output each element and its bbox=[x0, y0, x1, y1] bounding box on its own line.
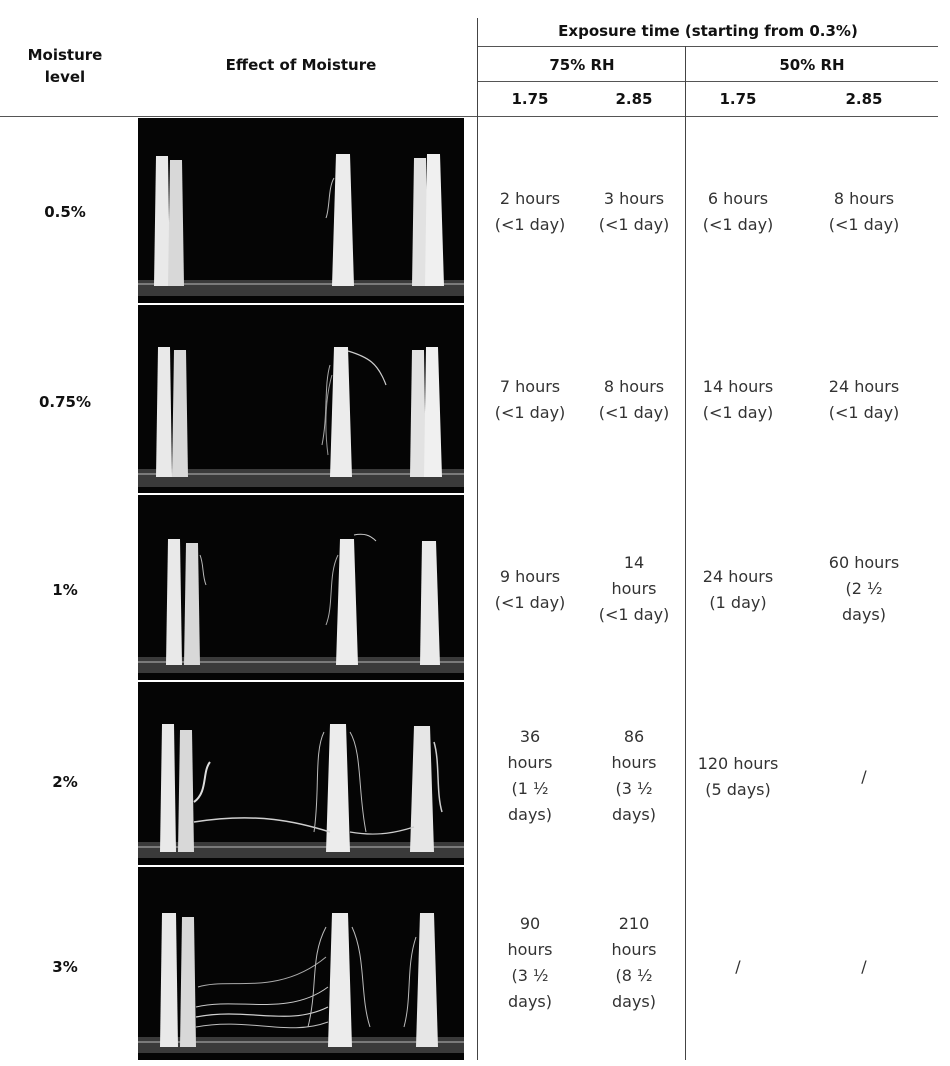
stringing-photo-1 bbox=[138, 495, 464, 680]
cell-2-50rh-2-85: / bbox=[861, 767, 867, 786]
cell-0-5-75rh-2-85: 3 hours (<1 day) bbox=[598, 189, 670, 234]
cell-0-5-75rh-1-75: 2 hours (<1 day) bbox=[494, 189, 566, 234]
header-diameter-4: 2.85 bbox=[845, 90, 883, 108]
cell-2-75rh-2-85: 86 hours (3 ½ days) bbox=[611, 727, 657, 824]
stringing-photo-3 bbox=[138, 867, 464, 1060]
cell-1-75rh-2-85: 14 hours (<1 day) bbox=[598, 553, 670, 624]
cell-1-50rh-1-75: 24 hours (1 day) bbox=[702, 567, 774, 612]
header-exposure-time: Exposure time (starting from 0.3%) bbox=[558, 22, 858, 40]
header-effect-of-moisture: Effect of Moisture bbox=[225, 56, 377, 74]
cell-0-75-50rh-2-85: 24 hours (<1 day) bbox=[828, 377, 900, 422]
moisture-level-0-75: 0.75% bbox=[38, 393, 92, 411]
header-diameter-2: 2.85 bbox=[615, 90, 653, 108]
header-rule-2 bbox=[478, 81, 938, 82]
header-rule-3 bbox=[0, 116, 938, 117]
stringing-photo-0-75 bbox=[138, 305, 464, 493]
stringing-photo-0-5 bbox=[138, 118, 464, 303]
cell-2-50rh-1-75: 120 hours (5 days) bbox=[697, 754, 779, 799]
moisture-level-2: 2% bbox=[52, 773, 78, 791]
cell-1-50rh-2-85: 60 hours (2 ½ days) bbox=[828, 553, 900, 624]
cell-0-75-75rh-1-75: 7 hours (<1 day) bbox=[494, 377, 566, 422]
cell-3-50rh-1-75: / bbox=[735, 957, 741, 976]
cell-0-5-50rh-1-75: 6 hours (<1 day) bbox=[702, 189, 774, 234]
header-diameter-1: 1.75 bbox=[511, 90, 549, 108]
cell-3-75rh-2-85: 210 hours (8 ½ days) bbox=[611, 914, 657, 1011]
header-rule-1 bbox=[478, 46, 938, 47]
header-75-rh: 75% RH bbox=[549, 56, 615, 74]
cell-0-75-75rh-2-85: 8 hours (<1 day) bbox=[598, 377, 670, 422]
cell-1-75rh-1-75: 9 hours (<1 day) bbox=[494, 567, 566, 612]
cell-0-75-50rh-1-75: 14 hours (<1 day) bbox=[702, 377, 774, 422]
column-divider-main bbox=[477, 18, 478, 1060]
moisture-level-1: 1% bbox=[52, 581, 78, 599]
stringing-photo-2 bbox=[138, 682, 464, 865]
cell-3-50rh-2-85: / bbox=[861, 957, 867, 976]
header-diameter-3: 1.75 bbox=[719, 90, 757, 108]
header-50-rh: 50% RH bbox=[779, 56, 845, 74]
cell-3-75rh-1-75: 90 hours (3 ½ days) bbox=[507, 914, 553, 1011]
moisture-level-3: 3% bbox=[52, 958, 78, 976]
cell-2-75rh-1-75: 36 hours (1 ½ days) bbox=[507, 727, 553, 824]
moisture-level-0-5: 0.5% bbox=[44, 203, 86, 221]
cell-0-5-50rh-2-85: 8 hours (<1 day) bbox=[828, 189, 900, 234]
header-moisture-level: Moisture level bbox=[27, 46, 103, 86]
